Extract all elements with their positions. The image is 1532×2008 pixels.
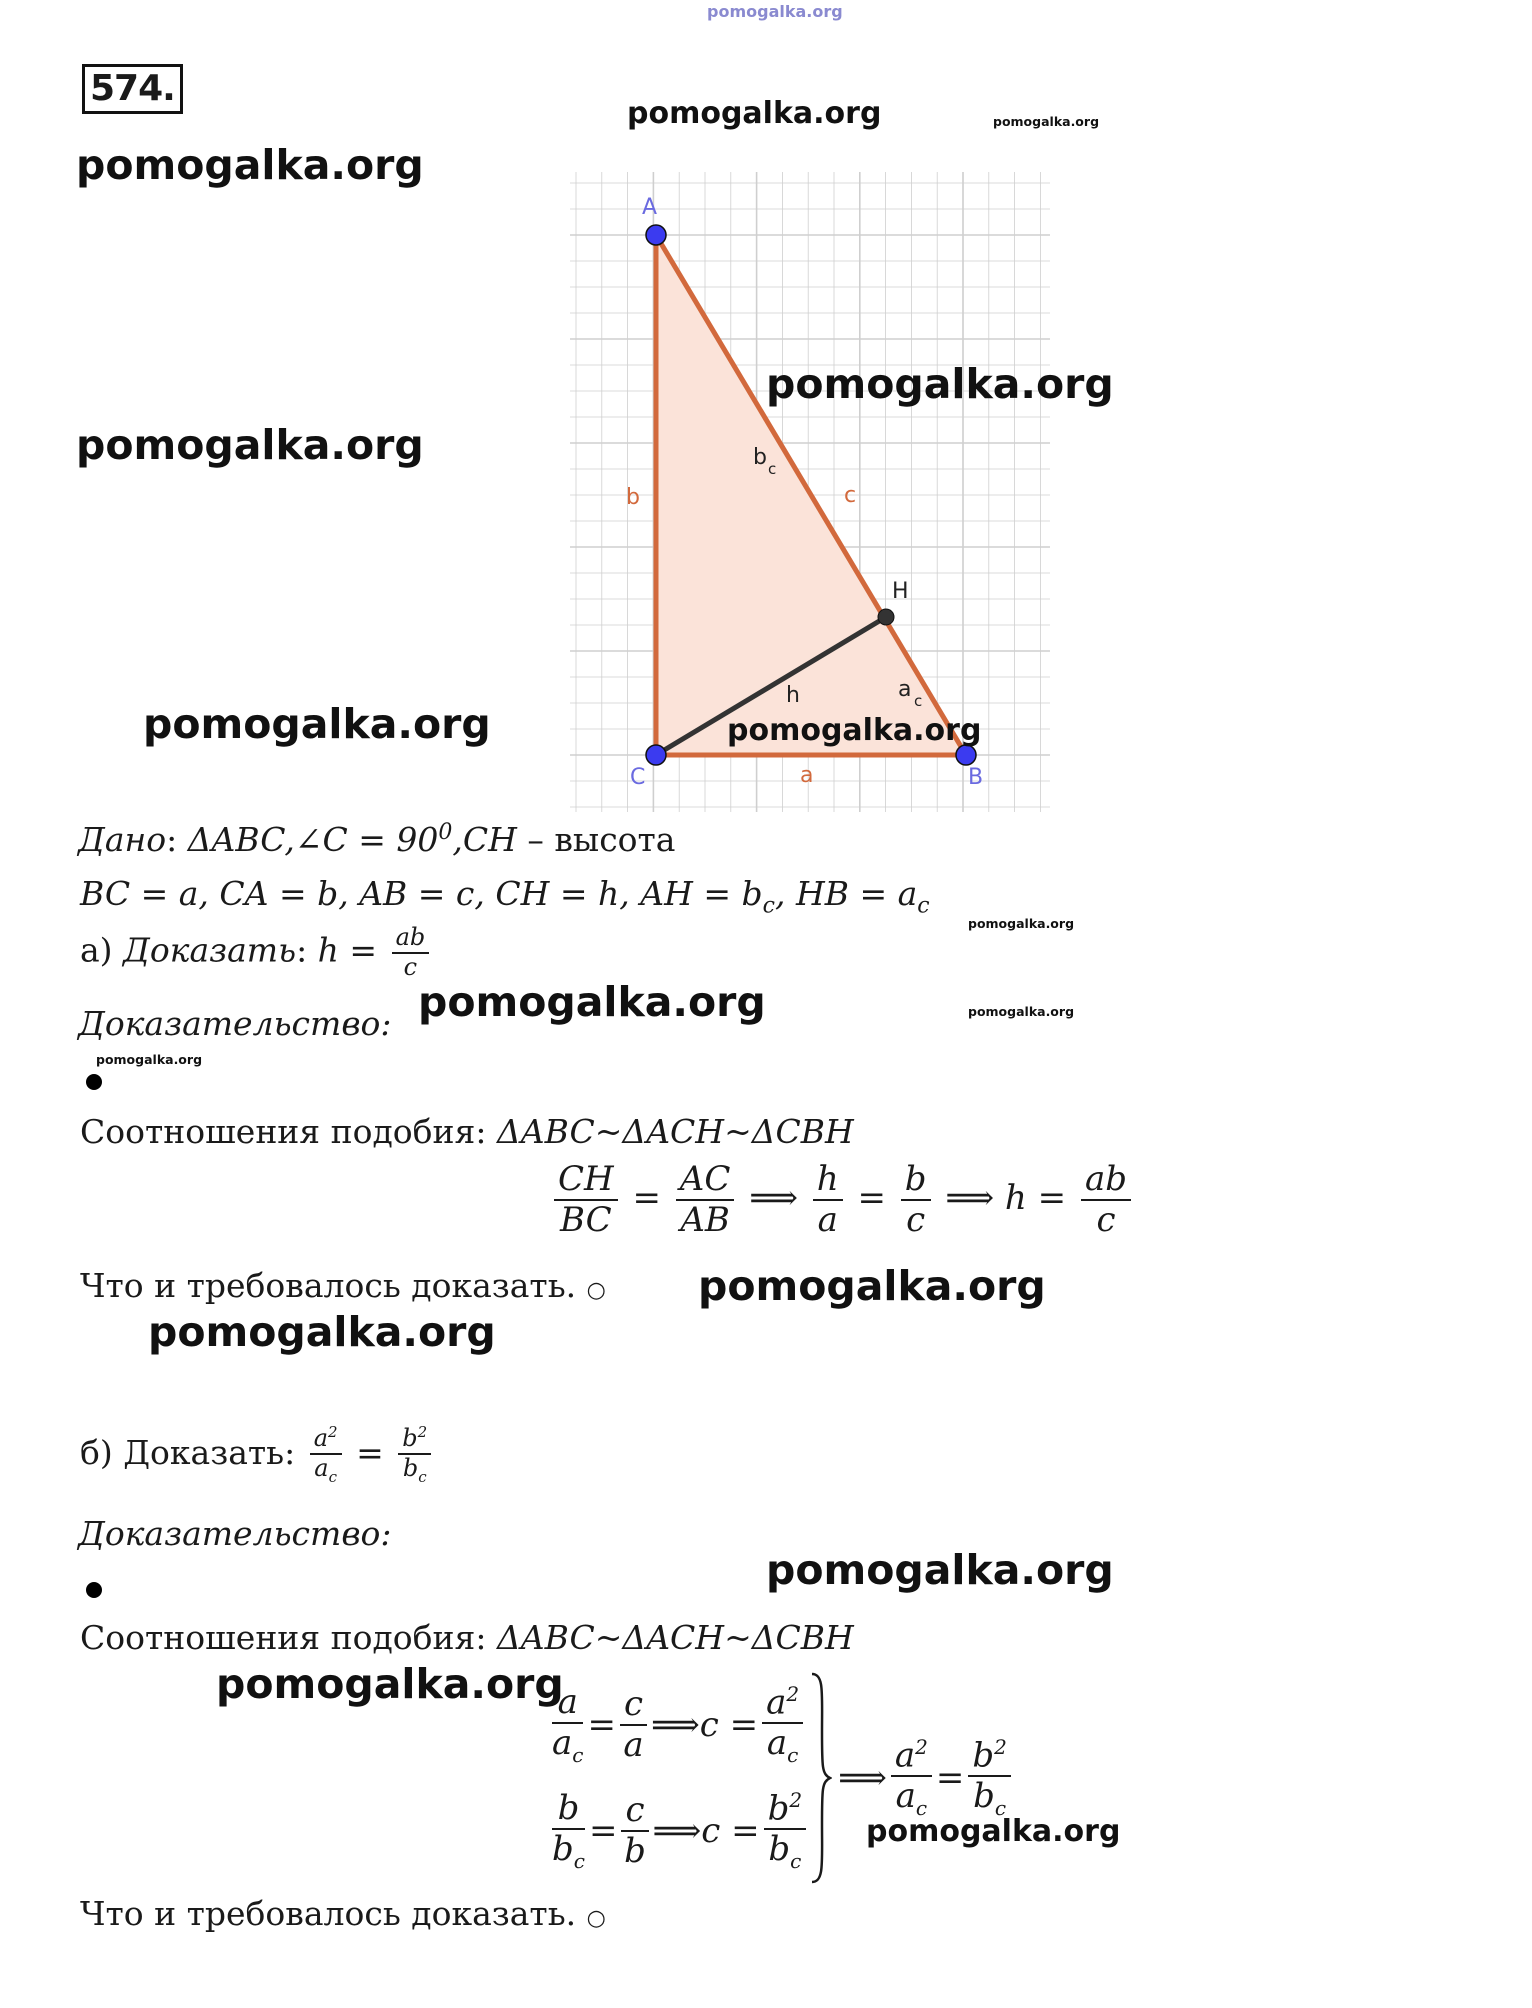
point-h [878, 609, 894, 625]
problem-number: 574. [82, 64, 183, 114]
watermark: pomogalka.org [216, 1660, 564, 1708]
label-bc: b [753, 445, 767, 470]
part-b-proof-label: Доказательство: [78, 1514, 392, 1553]
watermark: pomogalka.org [766, 360, 1114, 408]
watermark: pomogalka.org [698, 1262, 1046, 1310]
label-c-point: C [630, 765, 646, 790]
part-b-system [548, 1672, 1015, 1884]
watermark: pomogalka.org [76, 141, 424, 189]
given-line-2: BC = a, CA = b, AB = c, CH = h, AH = $b_c$, HB = $a_c$ [80, 874, 930, 919]
label-height-h: h [786, 683, 800, 708]
watermark: pomogalka.org [418, 978, 766, 1026]
label-side-c: c [844, 483, 857, 508]
bullet [86, 1582, 102, 1598]
label-a-point: A [642, 195, 658, 220]
watermark: pomogalka.org [627, 96, 882, 131]
bullet [86, 1074, 102, 1090]
watermark: pomogalka.org [993, 114, 1100, 129]
header-watermark: pomogalka.org [707, 2, 843, 21]
label-ac-sub: c [914, 692, 923, 710]
part-b-statement: б) Доказать: $\frac{a^2}{a_c}$ = $\frac{b^2}{b_c}$ [80, 1424, 435, 1486]
part-b-similarity: Соотношения подобия: ΔABC~ΔACH~ΔCBH [80, 1618, 854, 1657]
point-b [956, 745, 976, 765]
label-bc-sub: c [768, 460, 777, 478]
watermark: pomogalka.org [866, 1814, 1121, 1849]
watermark: pomogalka.org [76, 421, 424, 469]
system-row-1: $\frac{a}{a_c}$ = $\frac{c}{a}$ ⟹ c = $\frac{a^2}{a_c}$ [548, 1672, 810, 1778]
right-brace [810, 1672, 832, 1884]
label-side-b: b [626, 485, 640, 510]
label-h-point: H [892, 579, 909, 604]
watermark: pomogalka.org [766, 1546, 1114, 1594]
watermark: pomogalka.org [148, 1308, 496, 1356]
label-side-a: a [800, 763, 814, 788]
part-a-statement: а) Доказать: h = $\frac{ab}{c}$ [80, 924, 433, 981]
part-a-proof-label: Доказательство: [78, 1004, 392, 1043]
point-c [646, 745, 666, 765]
part-a-equation: $\frac{CH}{BC}$ = $\frac{AC}{AB}$ ⟹ $\frac{h}{a}$ = $\frac{b}{c}$ ⟹ h = $\frac{ab}{c}$ [550, 1160, 1135, 1240]
part-a-conclusion: Что и требовалось доказать. ○ [80, 1266, 606, 1305]
watermark: pomogalka.org [727, 713, 982, 748]
watermark: pomogalka.org [968, 916, 1075, 931]
given-line-1: Дано: ΔABC,∠C = $90^0,CH$ – высота [78, 820, 676, 859]
label-b-point: B [968, 765, 984, 790]
system-row-2: $\frac{b}{b_c}$ = $\frac{c}{b}$ ⟹ c = $\frac{b^2}{b_c}$ [548, 1778, 810, 1884]
watermark: pomogalka.org [143, 700, 491, 748]
system-result: ⟹ $\frac{a^2}{a_c}$ = $\frac{b^2}{b_c}$ [838, 1736, 1015, 1820]
watermark: pomogalka.org [96, 1052, 203, 1067]
part-a-similarity: Соотношения подобия: ΔABC~ΔACH~ΔCBH [80, 1112, 854, 1151]
label-ac: a [898, 677, 912, 702]
watermark: pomogalka.org [968, 1004, 1075, 1019]
point-a [646, 225, 666, 245]
part-b-conclusion: Что и требовалось доказать. ○ [80, 1894, 606, 1933]
